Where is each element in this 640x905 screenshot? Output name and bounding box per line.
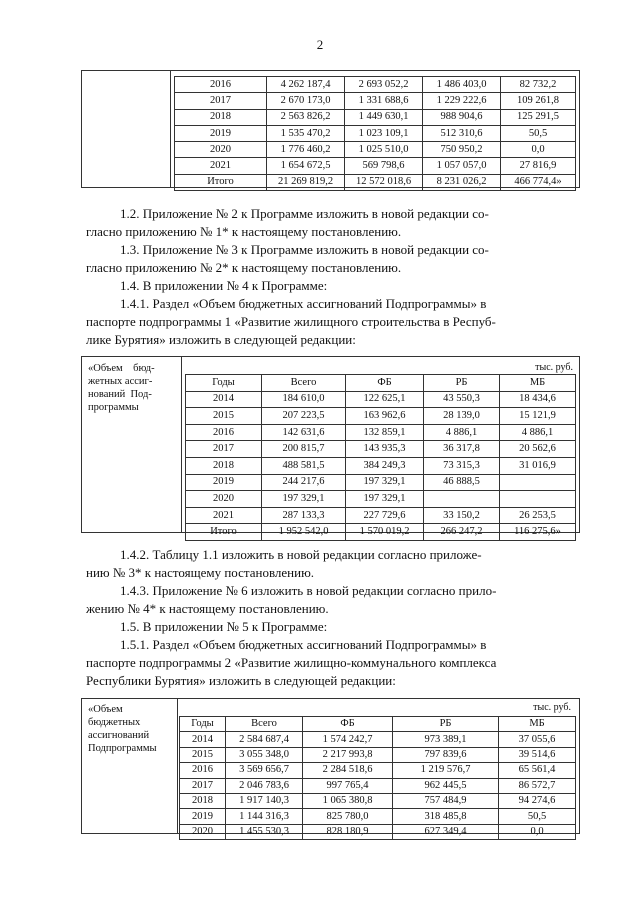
table-row: [180, 763, 576, 778]
table-cell: 797 839,6: [393, 747, 499, 762]
table-cell: 86 572,7: [499, 778, 576, 793]
table-row: [175, 142, 576, 158]
paragraph-line: паспорте подпрограммы 2 «Развитие жилищно-коммунального комплекса: [86, 655, 497, 670]
table-cell: 828 180,9: [303, 824, 393, 839]
table-cell: 2015: [186, 408, 262, 425]
paragraph-line: нию № 3* к настоящему постановлению.: [86, 565, 315, 580]
table-row: [186, 441, 576, 458]
table-cell: 184 610,0: [262, 391, 346, 408]
table-row: [186, 457, 576, 474]
section-label: «Объем бюд- жетных ассиг- нований Под- программы: [88, 363, 155, 413]
table-row: [186, 491, 576, 508]
paragraph-line: 1.4. В приложении № 4 к Программе:: [120, 278, 328, 293]
table-left-column: [82, 71, 171, 187]
paragraph-line: 1.5. В приложении № 5 к Программе:: [120, 619, 328, 634]
table-cell: 2 670 173,0: [267, 93, 345, 109]
table-cell: 21 269 819,2: [267, 174, 345, 190]
column-header: МБ: [500, 375, 576, 392]
table-cell: 116 275,6»: [500, 524, 576, 541]
column-header: Всего: [226, 717, 303, 732]
budget-table-3: [179, 716, 576, 840]
table-cell: 1 449 630,1: [345, 109, 423, 125]
table-cell: 94 274,6: [499, 793, 576, 808]
paragraph-line: 1.4.3. Приложение № 6 изложить в новой редакции согласно прило-: [120, 583, 497, 598]
paragraph-line: 1.4.2. Таблицу 1.1 изложить в новой редакции согласно приложе-: [120, 547, 482, 562]
column-header: РБ: [393, 717, 499, 732]
table-cell: 2 563 826,2: [267, 109, 345, 125]
table-row: [186, 408, 576, 425]
table-cell: Итого: [175, 174, 267, 190]
table-cell: 4 262 187,4: [267, 77, 345, 93]
table-cell: 1 455 530,3: [226, 824, 303, 839]
table-cell: 2021: [175, 158, 267, 174]
table-cell: 18 434,6: [500, 391, 576, 408]
table-cell: 28 139,0: [424, 408, 500, 425]
table-cell: 65 561,4: [499, 763, 576, 778]
table-cell: 8 231 026,2: [423, 174, 501, 190]
table-cell: 109 261,8: [501, 93, 576, 109]
table-cell: 125 291,5: [501, 109, 576, 125]
table-row: [180, 732, 576, 747]
table-cell: 2017: [180, 778, 226, 793]
paragraph-line: 1.5.1. Раздел «Объем бюджетных ассигнований Подпрограммы» в: [120, 637, 487, 652]
table-cell: 2018: [175, 109, 267, 125]
table-cell: 244 217,6: [262, 474, 346, 491]
paragraph-line: лике Бурятия» изложить в следующей редакции:: [86, 332, 356, 347]
table-cell: 2016: [186, 424, 262, 441]
table-cell: 1 219 576,7: [393, 763, 499, 778]
table-cell: 2019: [175, 125, 267, 141]
table-cell: 132 859,1: [346, 424, 424, 441]
paragraph-line: гласно приложению № 1* к настоящему постановлению.: [86, 224, 402, 239]
table-cell: 37 055,6: [499, 732, 576, 747]
table-cell: 2 217 993,8: [303, 747, 393, 762]
table-cell: 1 057 057,0: [423, 158, 501, 174]
table-cell: 15 121,9: [500, 408, 576, 425]
table-cell: 2021: [186, 507, 262, 524]
paragraph-line: гласно приложению № 2* к настоящему постановлению.: [86, 260, 402, 275]
table-cell: 466 774,4»: [501, 174, 576, 190]
table-row: [175, 109, 576, 125]
table-cell: 2020: [180, 824, 226, 839]
table-cell: 2 584 687,4: [226, 732, 303, 747]
table-cell: 318 485,8: [393, 809, 499, 824]
table-cell: 973 389,1: [393, 732, 499, 747]
table-cell: 1 654 672,5: [267, 158, 345, 174]
paragraph-line: 1.2. Приложение № 2 к Программе изложить в новой редакции со-: [120, 206, 489, 221]
table-cell: [500, 491, 576, 508]
budget-table-2: [185, 374, 576, 541]
section-label: «Объем бюджетных ассигнований Подпрограммы: [88, 704, 157, 754]
page-number: 2: [316, 37, 324, 52]
table-cell: 36 317,8: [424, 441, 500, 458]
column-header: ФБ: [303, 717, 393, 732]
column-header: Всего: [262, 375, 346, 392]
table-cell: 200 815,7: [262, 441, 346, 458]
budget-table-1: [174, 76, 576, 191]
table-cell: 4 886,1: [424, 424, 500, 441]
table-cell: 2 046 783,6: [226, 778, 303, 793]
table-row: [180, 793, 576, 808]
table-cell: 750 950,2: [423, 142, 501, 158]
table-cell: 569 798,6: [345, 158, 423, 174]
table-cell: 1 065 380,8: [303, 793, 393, 808]
table-cell: 82 732,2: [501, 77, 576, 93]
table-cell: 384 249,3: [346, 457, 424, 474]
table-cell: 1 535 470,2: [267, 125, 345, 141]
table-cell: 142 631,6: [262, 424, 346, 441]
table-cell: 43 550,3: [424, 391, 500, 408]
table-cell: 26 253,5: [500, 507, 576, 524]
table-cell: 2017: [186, 441, 262, 458]
table-cell: 20 562,6: [500, 441, 576, 458]
column-header: ФБ: [346, 375, 424, 392]
table-row: [186, 524, 576, 541]
table-cell: 1 023 109,1: [345, 125, 423, 141]
table-cell: 197 329,1: [262, 491, 346, 508]
table-header-row: [180, 717, 576, 732]
table-cell: 122 625,1: [346, 391, 424, 408]
table-cell: 163 962,6: [346, 408, 424, 425]
table-cell: 3 569 656,7: [226, 763, 303, 778]
table-cell: 2019: [180, 809, 226, 824]
table-cell: 2020: [186, 491, 262, 508]
table-row: [186, 507, 576, 524]
table-cell: 46 888,5: [424, 474, 500, 491]
table-cell: 2017: [175, 93, 267, 109]
table-cell: 1 917 140,3: [226, 793, 303, 808]
table-cell: 1 776 460,2: [267, 142, 345, 158]
table-cell: 825 780,0: [303, 809, 393, 824]
table-row: [175, 93, 576, 109]
table-cell: 1 486 403,0: [423, 77, 501, 93]
table-cell: 197 329,1: [346, 474, 424, 491]
column-header: Годы: [186, 375, 262, 392]
table-cell: 488 581,5: [262, 457, 346, 474]
table-cell: 2014: [186, 391, 262, 408]
table-cell: 997 765,4: [303, 778, 393, 793]
table-cell: 2018: [186, 457, 262, 474]
unit-label: тыс. руб.: [533, 702, 571, 713]
table-cell: 33 150,2: [424, 507, 500, 524]
column-header: МБ: [499, 717, 576, 732]
table-cell: 627 349,4: [393, 824, 499, 839]
table-cell: 1 952 542,0: [262, 524, 346, 541]
paragraphs-block-1: [86, 205, 570, 349]
paragraphs-block-2: [86, 546, 570, 690]
table-cell: 1 574 242,7: [303, 732, 393, 747]
table-cell: 12 572 018,6: [345, 174, 423, 190]
table-cell: 2014: [180, 732, 226, 747]
table-cell: 197 329,1: [346, 491, 424, 508]
table-row: [186, 424, 576, 441]
table-row: [175, 158, 576, 174]
table-header-row: [186, 375, 576, 392]
table-cell: 207 223,5: [262, 408, 346, 425]
table-cell: 0,0: [499, 824, 576, 839]
table-row: [180, 824, 576, 839]
table-cell: 988 904,6: [423, 109, 501, 125]
paragraph-line: Республики Бурятия» изложить в следующей редакции:: [86, 673, 396, 688]
table-cell: 2020: [175, 142, 267, 158]
table-cell: 2018: [180, 793, 226, 808]
column-header: Годы: [180, 717, 226, 732]
table-row: [180, 747, 576, 762]
table-row: [186, 391, 576, 408]
table-cell: 50,5: [501, 125, 576, 141]
table-cell: 2019: [186, 474, 262, 491]
table-row: [180, 809, 576, 824]
table-row: [175, 77, 576, 93]
table-row: [180, 778, 576, 793]
table-cell: 266 247,2: [424, 524, 500, 541]
table-cell: 1 025 510,0: [345, 142, 423, 158]
table-row: [175, 125, 576, 141]
table-cell: 1 229 222,6: [423, 93, 501, 109]
table-cell: 757 484,9: [393, 793, 499, 808]
table-row: [175, 174, 576, 190]
table-cell: 2015: [180, 747, 226, 762]
paragraph-line: паспорте подпрограммы 1 «Развитие жилищного строительства в Респуб-: [86, 314, 496, 329]
table-cell: 31 016,9: [500, 457, 576, 474]
table-cell: [424, 491, 500, 508]
table-cell: 143 935,3: [346, 441, 424, 458]
table-cell: 1 331 688,6: [345, 93, 423, 109]
column-header: РБ: [424, 375, 500, 392]
table-cell: 1 144 316,3: [226, 809, 303, 824]
paragraph-line: жению № 4* к настоящему постановлению.: [86, 601, 329, 616]
table-cell: 962 445,5: [393, 778, 499, 793]
table-cell: 2016: [180, 763, 226, 778]
unit-label: тыс. руб.: [535, 362, 573, 373]
table-cell: [500, 474, 576, 491]
table-cell: 512 310,6: [423, 125, 501, 141]
paragraph-line: 1.3. Приложение № 3 к Программе изложить в новой редакции со-: [120, 242, 489, 257]
paragraph-line: 1.4.1. Раздел «Объем бюджетных ассигнований Подпрограммы» в: [120, 296, 487, 311]
table-cell: 1 570 019,2: [346, 524, 424, 541]
table-row: [186, 474, 576, 491]
table-cell: 39 514,6: [499, 747, 576, 762]
table-cell: 73 315,3: [424, 457, 500, 474]
table-cell: 4 886,1: [500, 424, 576, 441]
table-cell: 287 133,3: [262, 507, 346, 524]
table-cell: 227 729,6: [346, 507, 424, 524]
table-cell: 2 693 052,2: [345, 77, 423, 93]
table-cell: 2 284 518,6: [303, 763, 393, 778]
table-cell: 2016: [175, 77, 267, 93]
table-cell: 27 816,9: [501, 158, 576, 174]
table-cell: 0,0: [501, 142, 576, 158]
table-cell: 3 055 348,0: [226, 747, 303, 762]
table-cell: 50,5: [499, 809, 576, 824]
table-cell: Итого: [186, 524, 262, 541]
